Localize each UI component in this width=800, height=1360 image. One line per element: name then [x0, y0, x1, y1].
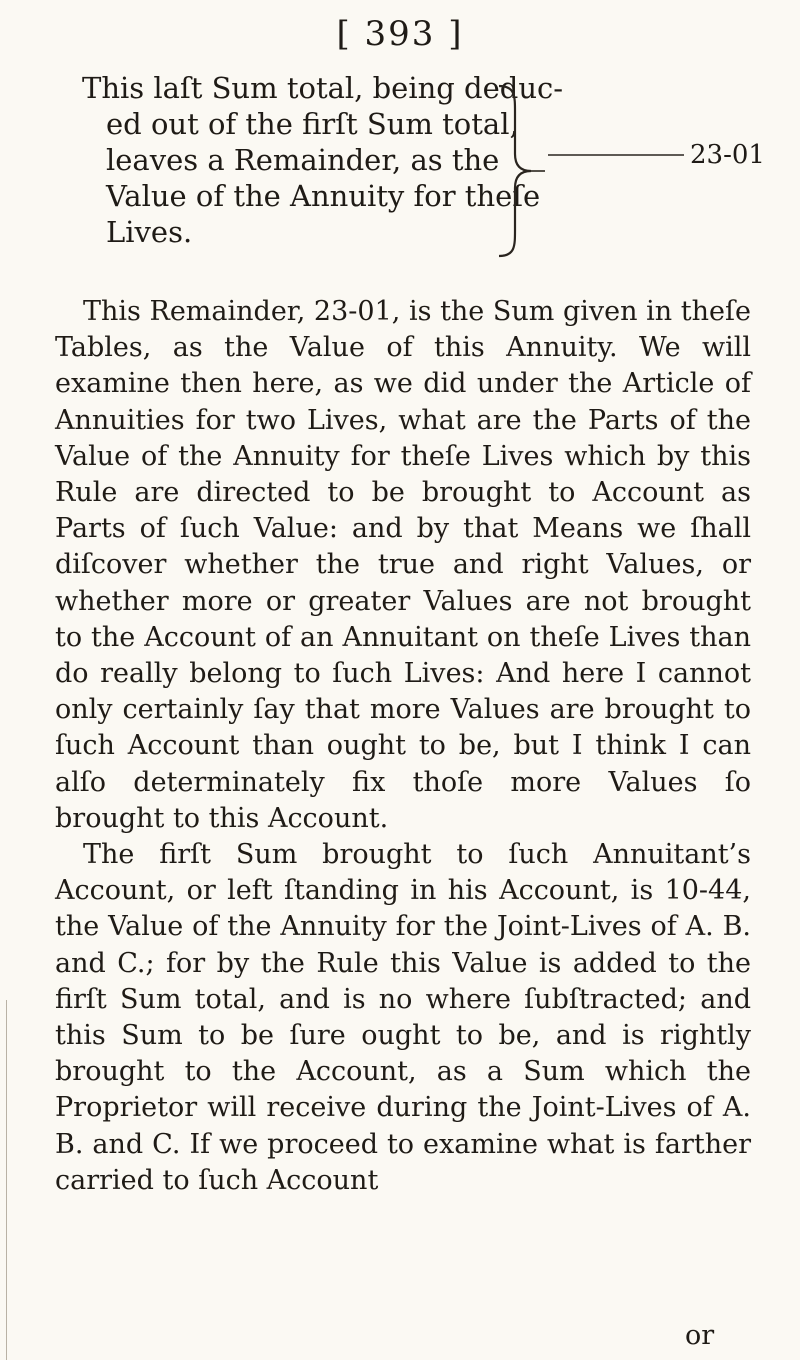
- summary-line: Value of the Annuity for theſe: [106, 179, 541, 213]
- summary-line: Lives.: [106, 215, 193, 249]
- body-text: [55, 294, 751, 1199]
- paragraph: This Remainder, 23-01, is the Sum given in theſe Tables, as the Value of this Annuity. We will examine then here, as we did under the Article of Annuities for two Lives, what are the Parts of the Value of the Annuity for theſe Lives which by this Rule are directed to be brought to Account as Parts of ſuch Value: and by that Means we ſhall diſcover whether the true and right Values, or whether more or greater Values are not brought to the Account of an Annuitant on theſe Lives than do really belong to ſuch Lives: And here I cannot only certainly ſay that more Values are brought to ſuch Account than ought to be, but I think I can alſo determinately fix thoſe more Values ſo brought to this Account.: [55, 296, 751, 834]
- summary-block: [82, 70, 682, 250]
- margin-line: [6, 1000, 7, 1360]
- summary-value: 23-01: [690, 140, 765, 170]
- summary-line: leaves a Remainder, as the: [106, 143, 500, 177]
- brace-icon: [485, 82, 545, 260]
- summary-line: This laſt Sum total, being deduc-: [82, 71, 564, 105]
- leader-line-icon: [548, 150, 684, 160]
- summary-line: ed out of the firſt Sum total,: [106, 107, 519, 141]
- catchword: or: [685, 1320, 715, 1351]
- paragraph: The firſt Sum brought to ſuch Annuitant’s Account, or left ſtanding in his Account, is 10-44, the Value of the Annuity for the Joint-Lives of A. B. and C.; for by the Rule this Value is added to the firſt Sum total, and is no where ſubſtracted; and this Sum to be ſure ought to be, and is rightly brought to the Account, as a Sum which the Proprietor will receive during the Joint-Lives of A. B. and C. If we proceed to examine what is farther carried to ſuch Account: [55, 839, 751, 1196]
- page-number: [ 393 ]: [336, 14, 464, 54]
